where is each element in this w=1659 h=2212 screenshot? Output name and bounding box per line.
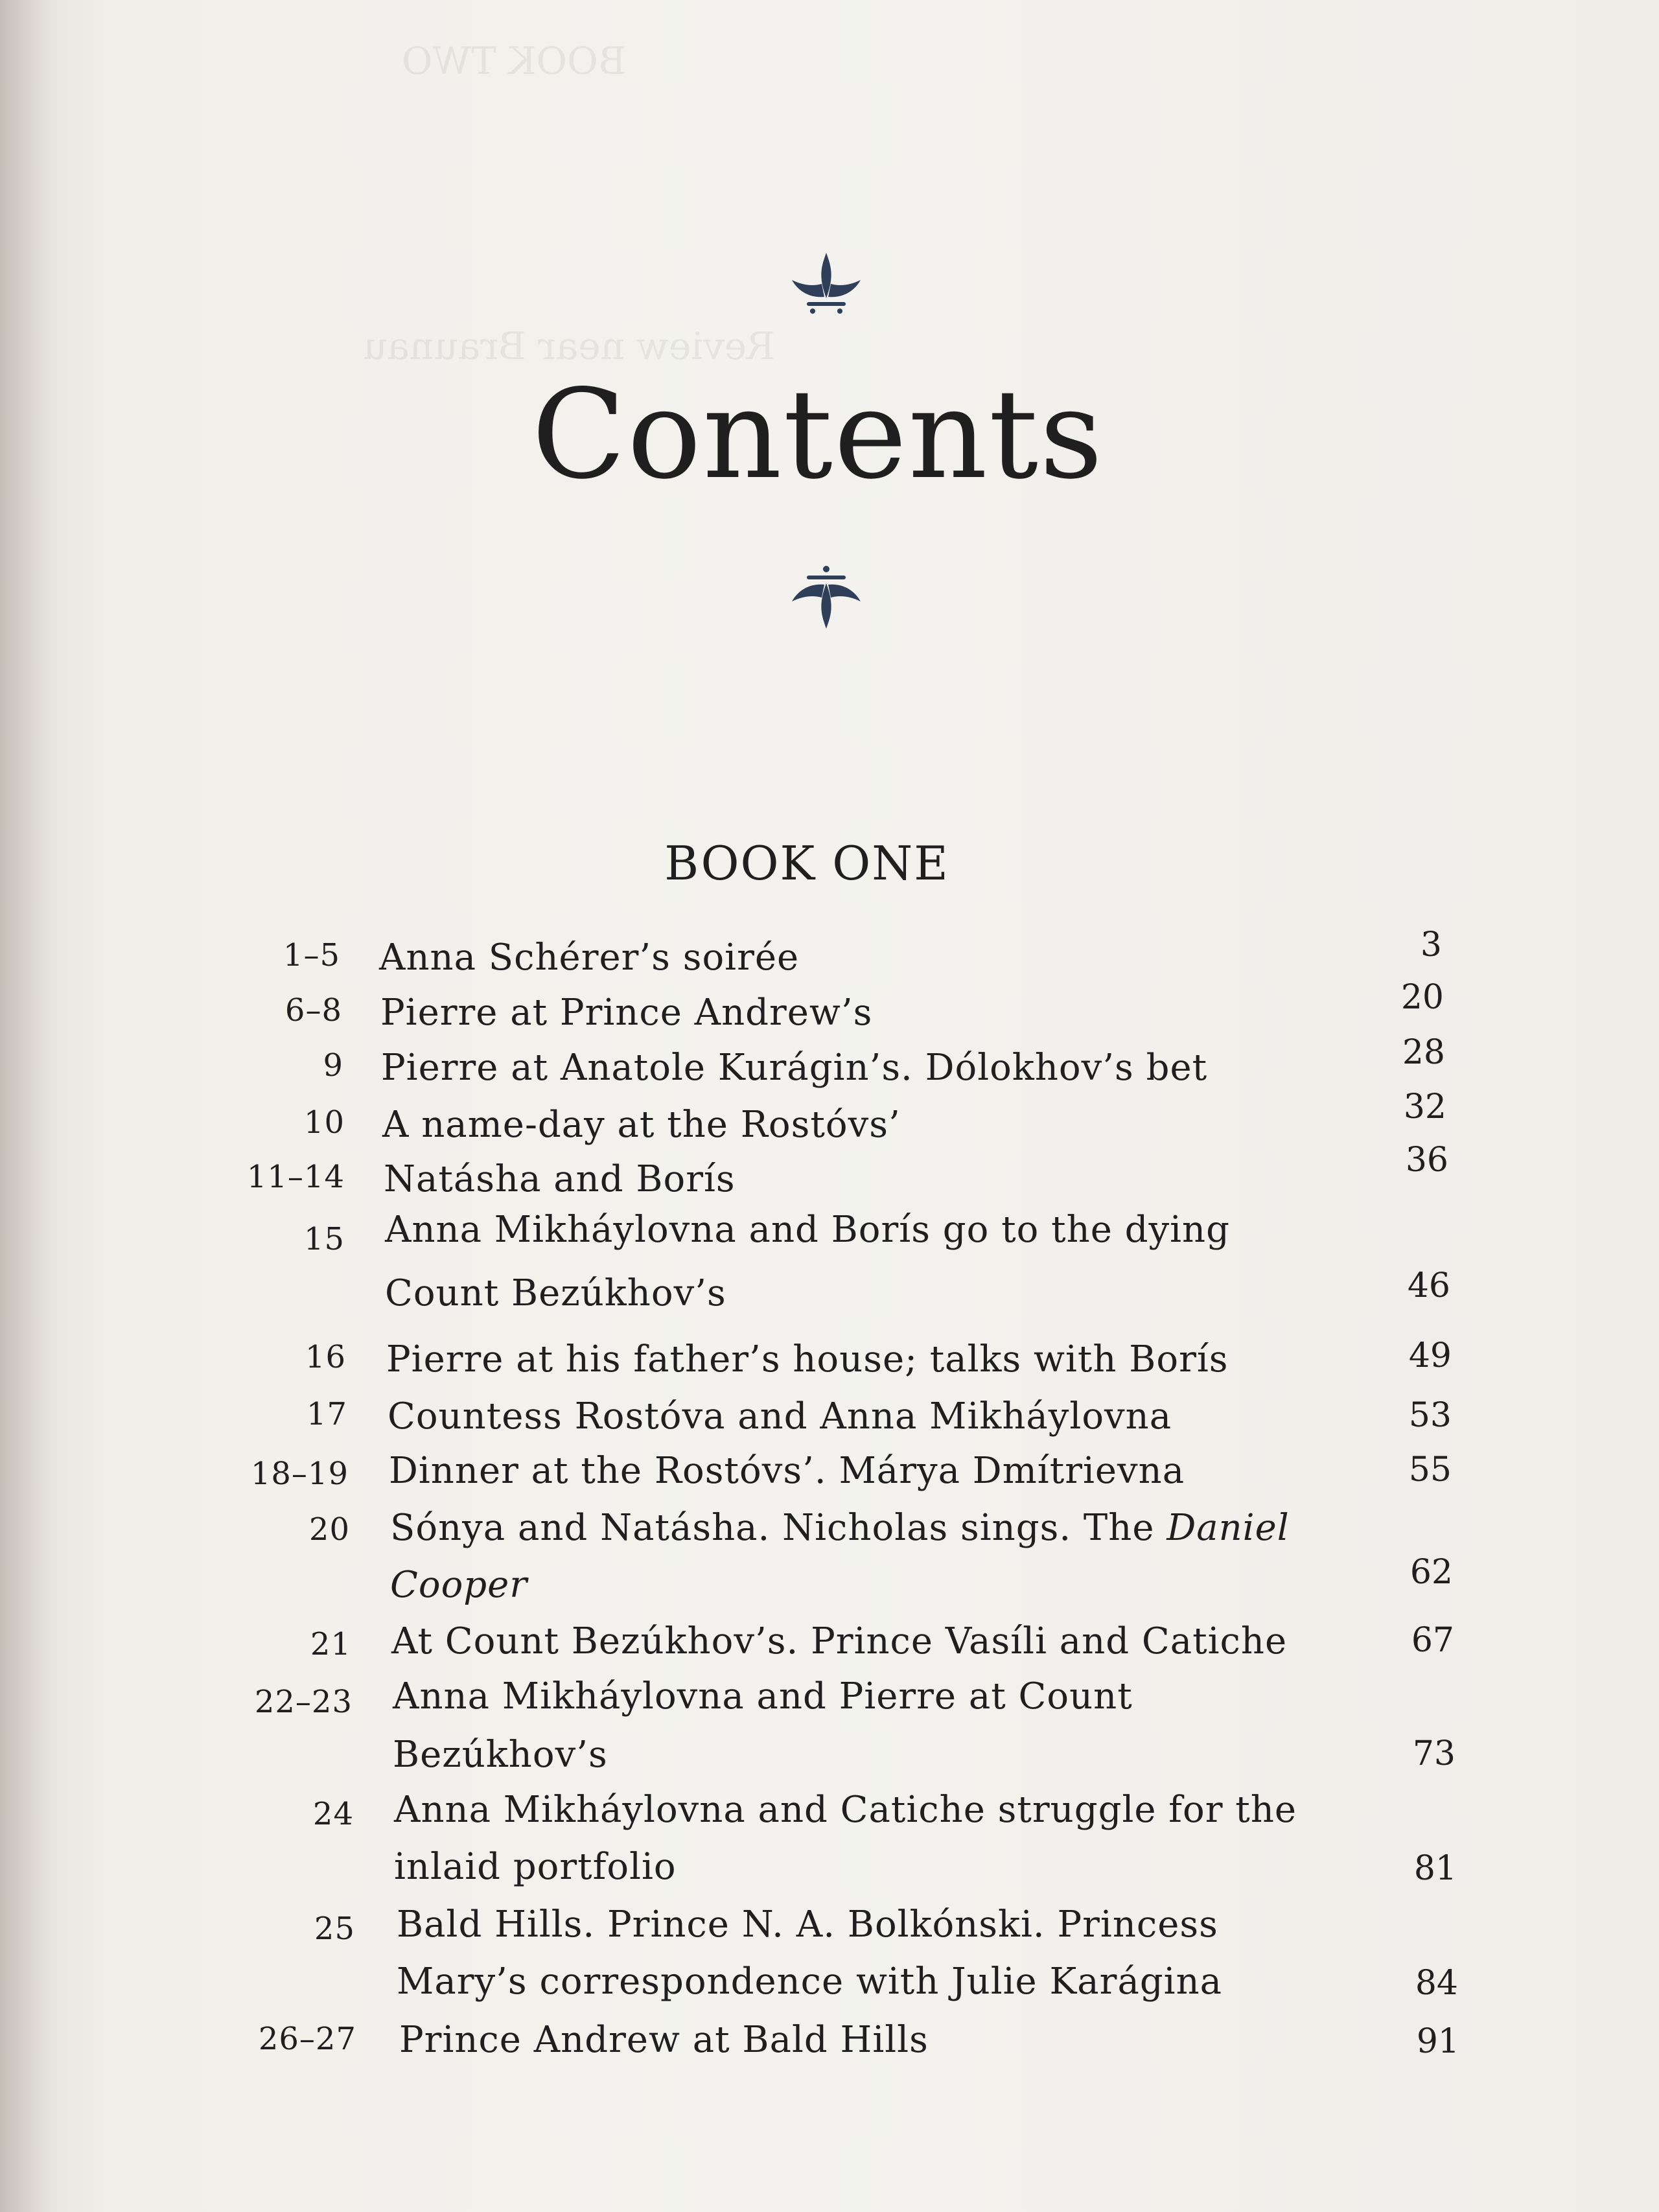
page-number: 67 — [1411, 1621, 1454, 1660]
binding-shadow — [0, 0, 58, 2212]
chapter-range: 11–14 — [246, 1159, 345, 1195]
page-number: 20 — [1400, 978, 1444, 1017]
page-number: 62 — [1410, 1553, 1453, 1592]
entry-title: Anna Schérer’s soirée — [379, 937, 800, 979]
fleuron-ornament-icon — [784, 246, 868, 318]
chapter-range: 21 — [310, 1626, 351, 1662]
page-number: 32 — [1403, 1088, 1446, 1126]
entry-title: A name-day at the Rostóvs’ — [382, 1104, 901, 1146]
chapter-range: 24 — [312, 1796, 354, 1832]
entry-title-continued: Mary’s correspondence with Julie Karágina — [397, 1961, 1223, 2003]
page-number: 53 — [1408, 1396, 1452, 1435]
chapter-range: 10 — [303, 1104, 345, 1141]
entry-title: Natásha and Borís — [384, 1158, 736, 1200]
page-number: 46 — [1407, 1266, 1450, 1305]
entry-title — [390, 1507, 1290, 1549]
chapter-range: 6–8 — [284, 992, 342, 1029]
chapter-range: 22–23 — [254, 1684, 353, 1720]
entry-title: Bald Hills. Prince N. A. Bolkónski. Princess — [397, 1903, 1218, 1946]
entry-title: Anna Mikháylovna and Pierre at Count — [393, 1675, 1133, 1717]
chapter-range: 26–27 — [258, 2021, 356, 2057]
chapter-range: 1–5 — [283, 937, 340, 973]
page-number: 73 — [1412, 1734, 1456, 1773]
chapter-range: 18–19 — [250, 1456, 349, 1492]
entry-title: Anna Mikháylovna and Borís go to the dying — [385, 1209, 1230, 1251]
chapter-range: 17 — [306, 1396, 347, 1432]
entry-title: Pierre at his father’s house; talks with Borís — [386, 1338, 1229, 1380]
entry-title: At Count Bezúkhov’s. Prince Vasíli and Catiche — [391, 1620, 1288, 1662]
entry-title: Anna Mikháylovna and Catiche struggle for the — [394, 1789, 1297, 1831]
entry-title: Pierre at Anatole Kurágin’s. Dólokhov’s bet — [381, 1047, 1208, 1089]
page-number: 49 — [1408, 1336, 1452, 1375]
chapter-range: 15 — [303, 1221, 345, 1257]
page-title: Contents — [531, 363, 1104, 506]
page-number: 84 — [1415, 1964, 1458, 2003]
show-through-text: BOOK TWO — [402, 39, 627, 83]
entry-title-continued: inlaid portfolio — [394, 1846, 677, 1888]
chapter-range: 25 — [314, 1911, 355, 1947]
page-number: 3 — [1420, 926, 1442, 964]
page-number: 28 — [1402, 1033, 1445, 1072]
entry-title-continued: Count Bezúkhov’s — [385, 1272, 726, 1314]
entry-title-italic: Daniel — [1166, 1507, 1290, 1549]
entry-title: Prince Andrew at Bald Hills — [399, 2019, 929, 2061]
entry-title: Countess Rostóva and Anna Mikháylovna — [388, 1395, 1172, 1438]
page-number: 55 — [1408, 1450, 1452, 1489]
book-heading: BOOK ONE — [664, 836, 949, 891]
entry-title-continued: Bezúkhov’s — [393, 1734, 608, 1776]
chapter-range: 20 — [308, 1511, 350, 1548]
entry-title: Dinner at the Rostóvs’. Márya Dmítrievna — [389, 1450, 1185, 1492]
chapter-range: 16 — [305, 1339, 346, 1375]
entry-title-text: Sónya and Natásha. Nicholas sings. The — [390, 1507, 1155, 1549]
page-number: 81 — [1413, 1849, 1457, 1888]
page-number: 91 — [1416, 2022, 1459, 2061]
chapter-range: 9 — [323, 1047, 343, 1084]
show-through-text: Review near Braunau — [363, 324, 775, 368]
fleuron-ornament-icon — [784, 564, 868, 635]
entry-title: Pierre at Prince Andrew’s — [380, 992, 873, 1034]
page-number: 36 — [1405, 1141, 1448, 1180]
entry-title-continued: Cooper — [390, 1564, 528, 1606]
